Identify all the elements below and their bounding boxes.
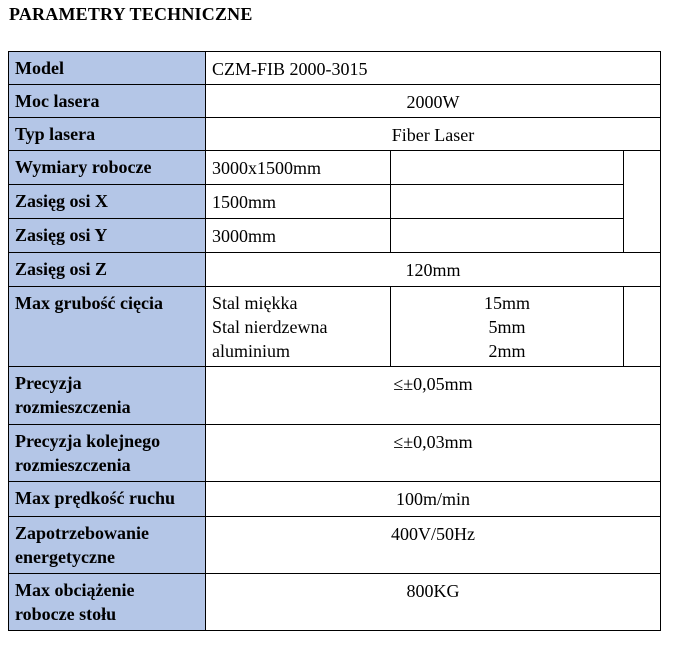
empty-cell xyxy=(390,218,624,253)
label-power: Moc lasera xyxy=(8,84,206,118)
label-repositioning-accuracy: Precyzja kolejnego rozmieszczenia xyxy=(8,424,206,482)
value-max-speed: 100m/min xyxy=(205,481,661,517)
label-max-speed: Max prędkość ruchu xyxy=(8,481,206,517)
value-power-requirements: 400V/50Hz xyxy=(205,516,661,574)
value-z-axis: 120mm xyxy=(205,252,661,287)
value-repositioning-accuracy: ≤±0,03mm xyxy=(205,424,661,482)
value-positioning-accuracy: ≤±0,05mm xyxy=(205,366,661,425)
material-item: aluminium xyxy=(212,341,290,361)
thickness-item: 2mm xyxy=(488,341,526,361)
label-z-axis: Zasięg osi Z xyxy=(8,252,206,287)
materials-list xyxy=(205,286,391,367)
label-x-axis: Zasięg osi X xyxy=(8,184,206,219)
thickness-item: 15mm xyxy=(483,293,530,313)
value-x-axis: 1500mm xyxy=(205,184,391,219)
label-max-table-load: Max obciążenie robocze stołu xyxy=(8,573,206,631)
value-working-dimensions: 3000x1500mm xyxy=(205,150,391,185)
value-model: CZM-FIB 2000-3015 xyxy=(205,51,661,85)
empty-cell xyxy=(390,150,624,185)
value-y-axis: 3000mm xyxy=(205,218,391,253)
label-y-axis: Zasięg osi Y xyxy=(8,218,206,253)
empty-cell xyxy=(623,150,661,253)
material-item: Stal nierdzewna xyxy=(212,317,328,337)
empty-cell xyxy=(390,184,624,219)
thickness-item: 5mm xyxy=(488,317,526,337)
value-laser-type: Fiber Laser xyxy=(205,117,661,151)
value-max-table-load: 800KG xyxy=(205,573,661,631)
page-title: PARAMETRY TECHNICZNE xyxy=(9,4,253,24)
empty-cell xyxy=(623,286,661,367)
label-laser-type: Typ lasera xyxy=(8,117,206,151)
thickness-list xyxy=(390,286,624,367)
label-positioning-accuracy: Precyzja rozmieszczenia xyxy=(8,366,206,425)
label-model: Model xyxy=(8,51,206,85)
material-item: Stal miękka xyxy=(212,293,298,313)
label-working-dimensions: Wymiary robocze xyxy=(8,150,206,185)
label-max-cut-thickness: Max grubość cięcia xyxy=(8,286,206,367)
label-power-requirements: Zapotrzebowanie energetyczne xyxy=(8,516,206,574)
value-power: 2000W xyxy=(205,84,661,118)
